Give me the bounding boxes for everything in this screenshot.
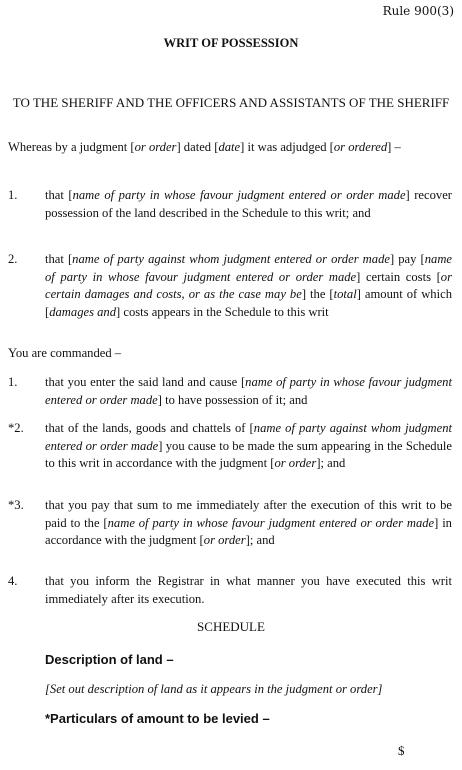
item-number: 2.: [8, 252, 18, 266]
item-text: that [name of party in whose favour judgment entered or order made] recover possession of the land described in the Schedule to this writ; and: [45, 188, 452, 220]
command-text: that of the lands, goods and chattels of [name of party against whom judgment entered or order made] you cause to be made the sum appearing in the Schedule to this writ in accordance with the judgment [or order]; and: [45, 421, 452, 470]
rule-reference: Rule 900(3): [382, 4, 454, 18]
document-title: WRIT OF POSSESSION: [163, 36, 299, 50]
command-number: *3.: [8, 498, 24, 512]
command-number: 1.: [8, 375, 18, 389]
intro-paragraph: Whereas by a judgment [or order] dated [date] it was adjudged [or ordered] –: [8, 140, 401, 154]
command-text: that you inform the Registrar in what manner you have executed this writ immediately after its execution.: [45, 574, 452, 606]
item-number: 1.: [8, 188, 18, 202]
schedule-heading: SCHEDULE: [197, 619, 265, 634]
command-text: that you pay that sum to me immediately after the execution of this writ to be paid to the [name of party in whose favour judgment entered or order made] in accordance with the judgment [or order]; and: [45, 498, 452, 547]
land-description-heading: Description of land –: [45, 652, 174, 667]
addressee: TO THE SHERIFF AND THE OFFICERS AND ASSISTANTS OF THE SHERIFF: [12, 95, 450, 110]
currency-symbol: $: [398, 743, 405, 758]
land-description-text: [Set out description of land as it appears in the judgment or order]: [45, 682, 383, 696]
command-number: *2.: [8, 421, 24, 435]
command-text: that you enter the said land and cause [name of party in whose favour judgment entered or order made] to have possession of it; and: [45, 375, 452, 407]
command-number: 4.: [8, 574, 18, 588]
commanded-heading: You are commanded –: [8, 346, 122, 360]
amount-heading: *Particulars of amount to be levied –: [45, 711, 270, 726]
item-text: that [name of party against whom judgment entered or order made] pay [name of party in whose favour judgment entered or order made] certain costs [or certain damages and costs, or as the case may be] the [total] amount of which [damages and] costs appears in the Schedule to this writ: [45, 252, 452, 319]
